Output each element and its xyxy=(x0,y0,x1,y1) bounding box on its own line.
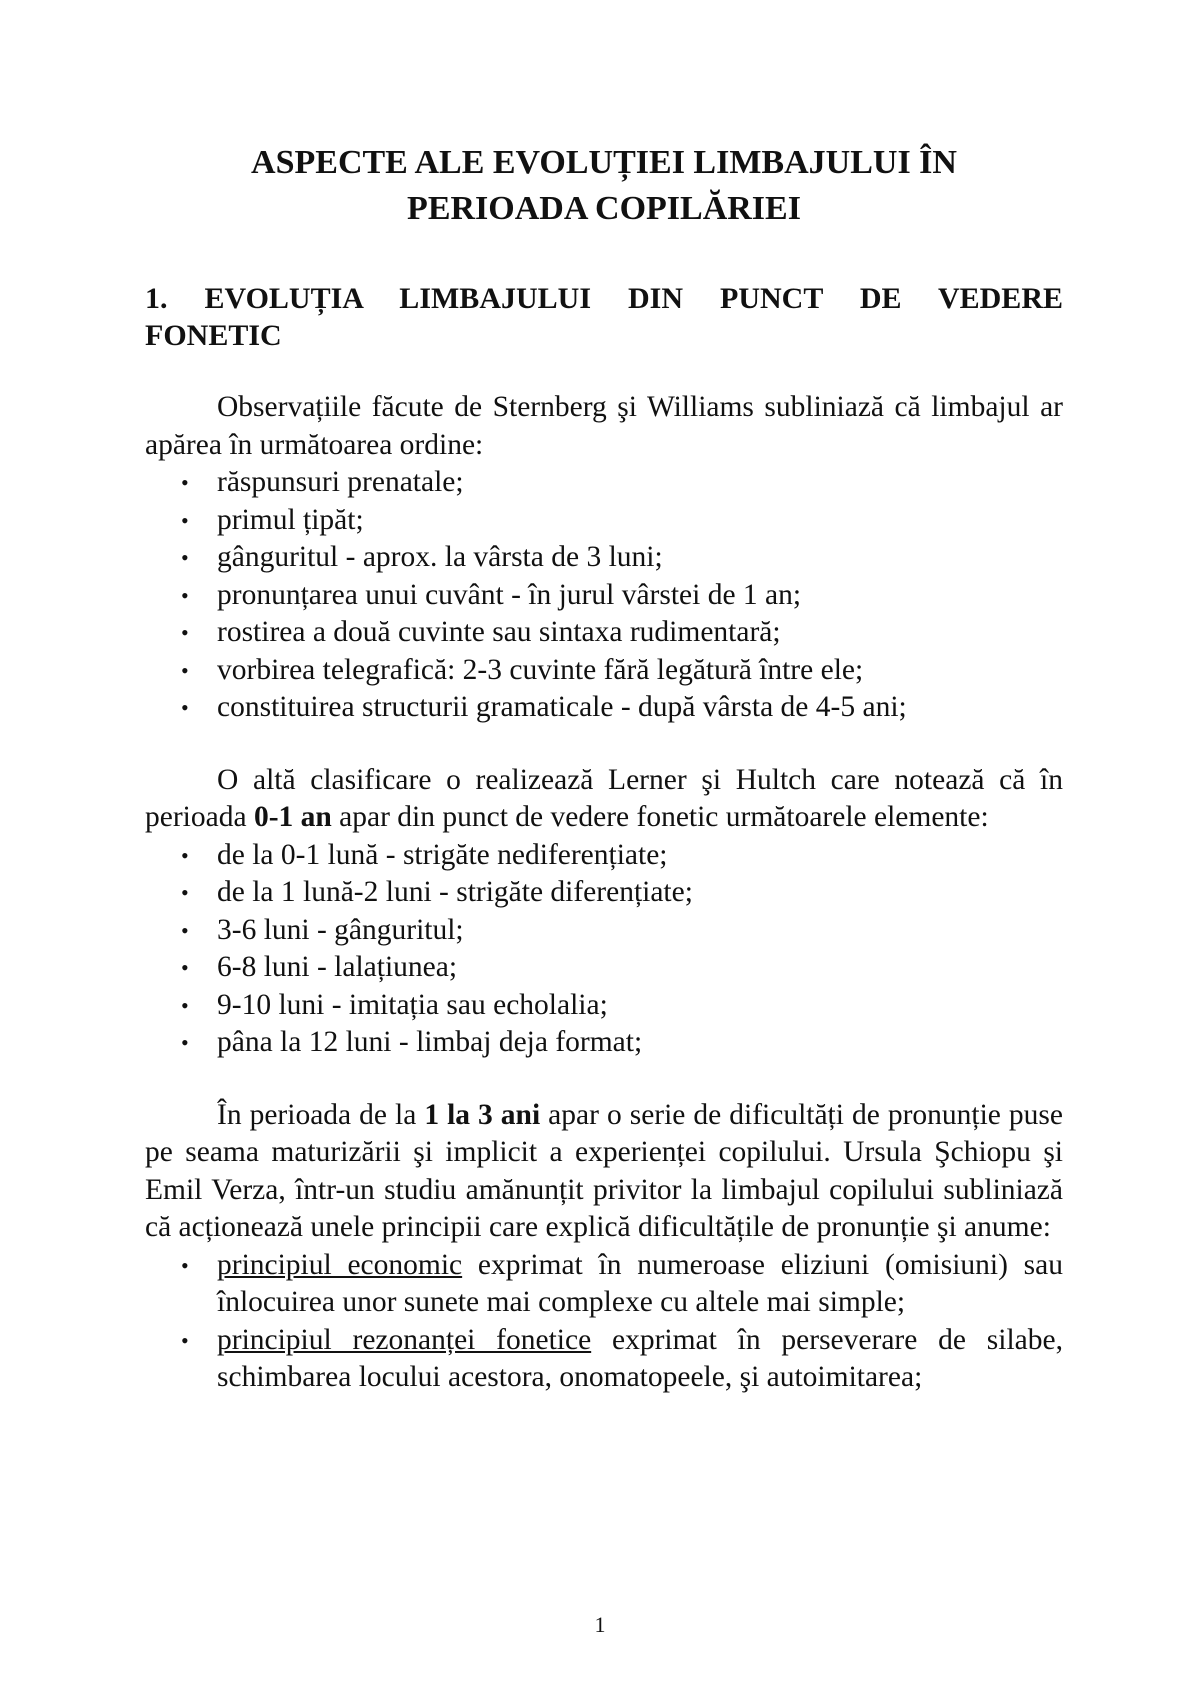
list-item: • răspunsuri prenatale; xyxy=(145,464,1063,502)
bullet-icon: • xyxy=(181,695,189,720)
classification-paragraph: O altă clasificare o realizează Lerner şi Hultch care notează că în perioada 0-1 an apar din punct de vedere fonetic următoarele elemente: xyxy=(145,763,1063,833)
bullet-icon: • xyxy=(181,917,189,943)
bullet-icon: • xyxy=(181,1327,189,1353)
bullet-icon: • xyxy=(181,507,189,533)
bullet-icon: • xyxy=(181,620,189,645)
bullet-icon: • xyxy=(181,842,189,868)
title-line-2: PERIOADA COPILĂRIEI xyxy=(407,190,801,227)
principles-list xyxy=(145,1247,1063,1397)
title-line-1: ASPECTE ALE EVOLUȚIEI LIMBAJULUI ÎN xyxy=(251,144,957,181)
list-item: • de la 1 lună-2 luni - strigăte diferențiate; xyxy=(145,874,1063,912)
principle-name: principiul rezonanței fonetice xyxy=(217,1323,592,1356)
bullet-icon: • xyxy=(181,470,189,495)
bullet-icon: • xyxy=(181,955,189,980)
list-item: • principiul rezonanței fonetice exprimat în perseverare de silabe, schimbarea locului acestora, onomatopeele, şi autoimitarea; xyxy=(181,1323,1063,1393)
difficulties-paragraph: În perioada de la 1 la 3 ani apar o serie de dificultăți de pronunție puse pe seama maturizării şi implicit a experienței copilului. Ursula Şchiopu şi Emil Verza, într-un studiu amănunțit privitor la limbajul copilului subliniază că acționează unele principii care explică dificultățile de pronunție şi anume: xyxy=(145,1098,1063,1243)
language-order-list xyxy=(145,464,1063,727)
document-title xyxy=(145,140,1063,232)
list-item: • 6-8 luni - lalațiunea; xyxy=(145,949,1063,987)
age-range-1-3: 1 la 3 ani xyxy=(424,1098,541,1131)
list-item: • gânguritul - aprox. la vârsta de 3 luni; xyxy=(145,539,1063,577)
phonetic-stages-list xyxy=(145,837,1063,1062)
list-item: • principiul economic exprimat în numeroase eliziuni (omisiuni) sau înlocuirea unor sunete mai complexe cu altele mai simple; xyxy=(181,1248,1063,1318)
bullet-icon: • xyxy=(181,545,189,570)
age-range-0-1: 0-1 an xyxy=(253,801,332,833)
bullet-icon: • xyxy=(181,582,189,608)
list-item: • rostirea a două cuvinte sau sintaxa rudimentară; xyxy=(145,614,1063,652)
section-heading-line-1: 1. EVOLUȚIA LIMBAJULUI DIN PUNCT DE VEDERE xyxy=(145,282,1063,315)
bullet-icon: • xyxy=(181,1252,189,1278)
list-item: • primul țipăt; xyxy=(145,502,1063,540)
list-item: • constituirea structurii gramaticale - după vârsta de 4-5 ani; xyxy=(145,689,1063,727)
bullet-icon: • xyxy=(181,657,189,683)
section-heading xyxy=(145,280,1063,354)
list-item: • pâna la 12 luni - limbaj deja format; xyxy=(145,1024,1063,1062)
document-page xyxy=(145,140,1063,1397)
list-item: • pronunțarea unui cuvânt - în jurul vârstei de 1 an; xyxy=(145,577,1063,615)
list-item: • de la 0-1 lună - strigăte nediferențiate; xyxy=(145,837,1063,875)
bullet-icon: • xyxy=(181,992,189,1018)
list-item: • 3-6 luni - gânguritul; xyxy=(145,912,1063,950)
intro-paragraph: Observațiile făcute de Sternberg şi Williams subliniază că limbajul ar apărea în următoarea ordine: xyxy=(145,391,1063,461)
bullet-icon: • xyxy=(181,1030,189,1055)
principle-name: principiul economic xyxy=(217,1248,463,1281)
section-heading-line-2: FONETIC xyxy=(145,319,282,352)
list-item: • vorbirea telegrafică: 2-3 cuvinte fără legătură între ele; xyxy=(145,652,1063,690)
bullet-icon: • xyxy=(181,880,189,905)
page-number: 1 xyxy=(594,1612,606,1637)
list-item: • 9-10 luni - imitația sau echolalia; xyxy=(145,987,1063,1025)
